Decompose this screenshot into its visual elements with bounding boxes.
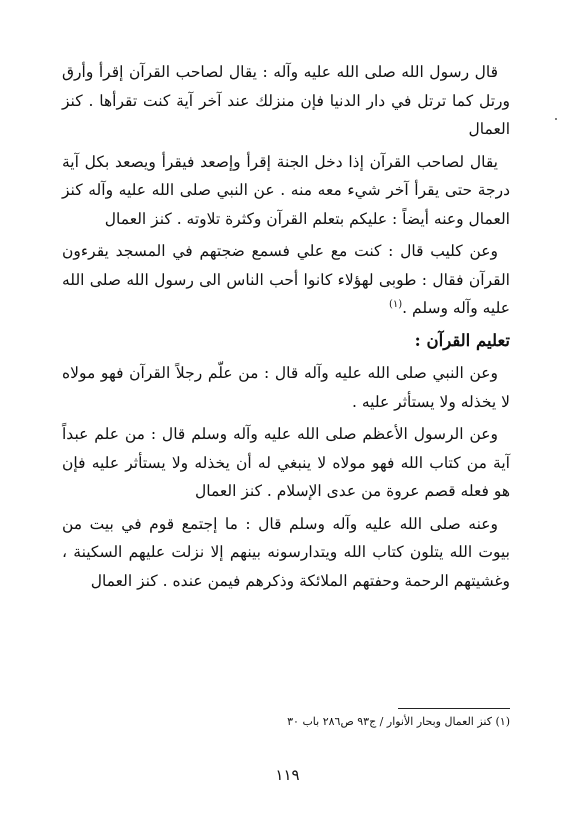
paragraph-4: وعن النبي صلى الله عليه وآله قال : من علّم رجلاً القرآن فهو مولاه لا يخذله ولا يستأثر عليه . [62, 364, 510, 411]
paragraph-3 [62, 237, 510, 323]
body-text [62, 58, 510, 595]
footnote-divider [398, 708, 510, 709]
footnote: (١) كنز العمال وبحار الأنوار / ج٩٣ ص٢٨٦ باب ٣٠ [287, 715, 510, 728]
paragraph-2: يقال لصاحب القرآن إذا دخل الجنة إقرأ وإصعد فيقرأ ويصعد بكل آية درجة حتى يقرأ آخر شيء معه منه . عن النبي صلى الله عليه وآله كنز العمال وعنه أيضاً : عليكم بتعلم القرآن وكثرة تلاوته . كنز العمال [62, 152, 510, 228]
paragraph-5: وعن الرسول الأعظم صلى الله عليه وآله وسلم قال : من علم عبداً آية من كتاب الله فهو مولاه لا ينبغي له أن يخذله ولا يستأثر عليه فإن هو فعله قصم عروة من عدى الإسلام . كنز العمال [62, 425, 510, 500]
paragraph-1: قال رسول الله صلى الله عليه وآله : يقال لصاحب القرآن إقرأ وأرق ورتل كما ترتل في دار الدنيا فإن منزلك عند آخر آية كنت تقرأها . كنز العمال [62, 63, 510, 138]
page-number: ١١٩ [275, 766, 300, 784]
paragraph-3-text: وعن كليب قال : كنت مع علي فسمع ضجتهم في المسجد يقرءون القرآن فقال : طوبى لهؤلاء كانوا أحب الناس الى رسول الله صلى الله عليه وآله وسلم . [62, 242, 510, 317]
paragraph-6: وعنه صلى الله عليه وآله وسلم قال : ما إجتمع قوم في بيت من بيوت الله يتلون كتاب الله ويتدارسونه بينهم إلا نزلت عليهم السكينة ، وغشيتهم الرحمة وحفتهم الملائكة وذكرهم فيمن عنده . كنز العمال [62, 514, 510, 590]
section-heading: تعليم القرآن : [414, 330, 510, 350]
stray-dot [555, 118, 557, 120]
footnote-reference: (١) [388, 298, 403, 310]
